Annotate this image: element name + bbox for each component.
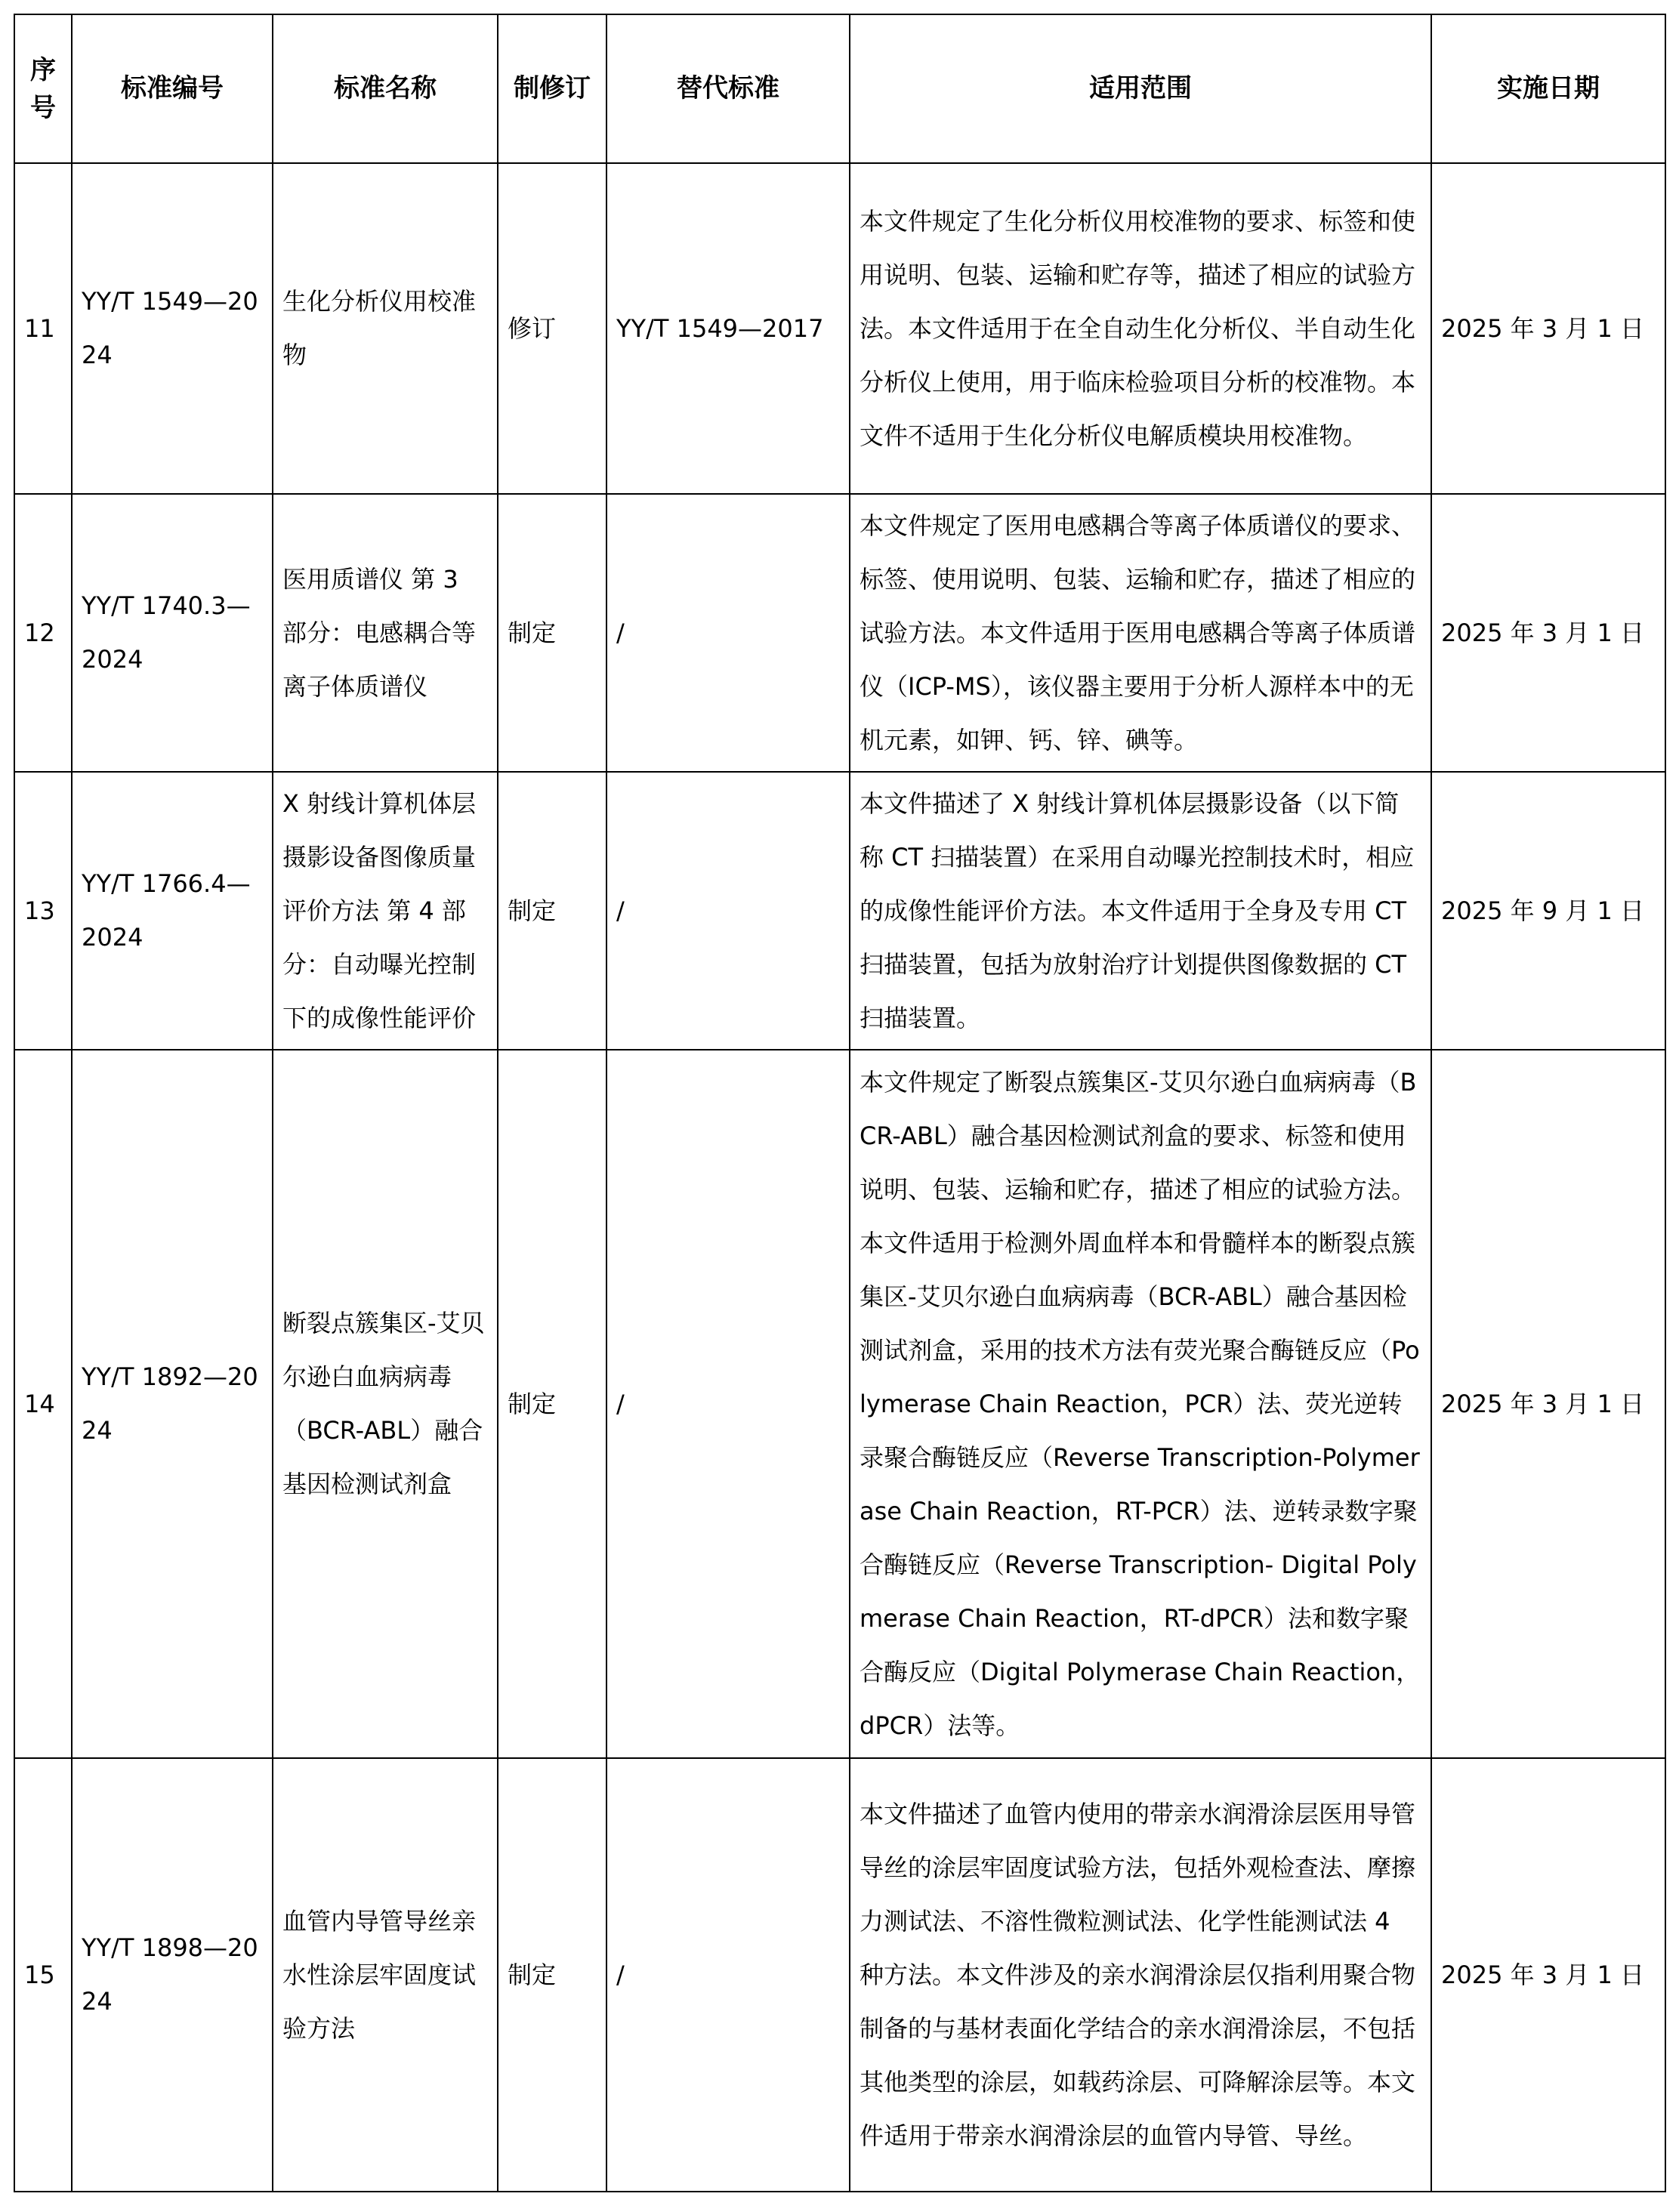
- table-row: [14, 163, 1665, 494]
- row-code: YY/T 1766.4—2024: [72, 772, 273, 1050]
- row-no: 11: [14, 163, 72, 494]
- table-row: [14, 772, 1665, 1050]
- row-name: 医用质谱仪 第 3 部分：电感耦合等离子体质谱仪: [273, 494, 498, 772]
- row-date: 2025 年 3 月 1 日: [1431, 1050, 1665, 1758]
- row-type: 制定: [498, 772, 606, 1050]
- row-scope: 本文件描述了 X 射线计算机体层摄影设备（以下简称 CT 扫描装置）在采用自动曝光控制技术时，相应的成像性能评价方法。本文件适用于全身及专用 CT 扫描装置，包括为放射治疗计划提供图像数据的 CT 扫描装置。: [850, 772, 1431, 1050]
- row-code: YY/T 1740.3—2024: [72, 494, 273, 772]
- row-scope: 本文件描述了血管内使用的带亲水润滑涂层医用导管导丝的涂层牢固度试验方法，包括外观检查法、摩擦力测试法、不溶性微粒测试法、化学性能测试法 4 种方法。本文件涉及的亲水润滑涂层仅指利用聚合物制备的与基材表面化学结合的亲水润滑涂层，不包括其他类型的涂层，如载药涂层、可降解涂层等。本文件适用于带亲水润滑涂层的血管内导管、导丝。: [850, 1758, 1431, 2192]
- row-scope: 本文件规定了断裂点簇集区-艾贝尔逊白血病病毒（BCR-ABL）融合基因检测试剂盒的要求、标签和使用说明、包装、运输和贮存，描述了相应的试验方法。本文件适用于检测外周血样本和骨髓样本的断裂点簇集区-艾贝尔逊白血病病毒（BCR-ABL）融合基因检测试剂盒，采用的技术方法有荧光聚合酶链反应（Polymerase Chain Reaction，PCR）法、荧光逆转录聚合酶链反应（Reverse Transcription-Polymerase Chain Reaction，RT-PCR）法、逆转录数字聚合酶链反应（Reverse Transcription- Digital Polymerase Chain Reaction，RT-dPCR）法和数字聚合酶反应（Digital Polymerase Chain Reaction，dPCR）法等。: [850, 1050, 1431, 1758]
- row-date: 2025 年 3 月 1 日: [1431, 494, 1665, 772]
- row-date: 2025 年 9 月 1 日: [1431, 772, 1665, 1050]
- standards-table: [14, 14, 1666, 2192]
- header-type: 制修订: [498, 14, 606, 163]
- row-type: 修订: [498, 163, 606, 494]
- header-no: 序号: [14, 14, 72, 163]
- row-no: 12: [14, 494, 72, 772]
- row-no: 13: [14, 772, 72, 1050]
- row-type: 制定: [498, 1050, 606, 1758]
- header-date: 实施日期: [1431, 14, 1665, 163]
- table-row: [14, 1758, 1665, 2192]
- header-row: [14, 14, 1665, 163]
- row-no: 15: [14, 1758, 72, 2192]
- row-name: X 射线计算机体层摄影设备图像质量评价方法 第 4 部分：自动曝光控制下的成像性能评价: [273, 772, 498, 1050]
- row-scope: 本文件规定了医用电感耦合等离子体质谱仪的要求、标签、使用说明、包装、运输和贮存，描述了相应的试验方法。本文件适用于医用电感耦合等离子体质谱仪（ICP-MS），该仪器主要用于分析人源样本中的无机元素，如钾、钙、锌、碘等。: [850, 494, 1431, 772]
- row-type: 制定: [498, 494, 606, 772]
- row-code: YY/T 1892—2024: [72, 1050, 273, 1758]
- row-type: 制定: [498, 1758, 606, 2192]
- header-scope: 适用范围: [850, 14, 1431, 163]
- row-replaces: /: [606, 1050, 850, 1758]
- row-date: 2025 年 3 月 1 日: [1431, 1758, 1665, 2192]
- header-code: 标准编号: [72, 14, 273, 163]
- row-name: 血管内导管导丝亲水性涂层牢固度试验方法: [273, 1758, 498, 2192]
- row-code: YY/T 1898—2024: [72, 1758, 273, 2192]
- row-name: 生化分析仪用校准物: [273, 163, 498, 494]
- row-replaces: /: [606, 1758, 850, 2192]
- row-code: YY/T 1549—2024: [72, 163, 273, 494]
- row-replaces: /: [606, 494, 850, 772]
- row-replaces: YY/T 1549—2017: [606, 163, 850, 494]
- row-no: 14: [14, 1050, 72, 1758]
- table-row: [14, 494, 1665, 772]
- header-name: 标准名称: [273, 14, 498, 163]
- header-replaces: 替代标准: [606, 14, 850, 163]
- row-date: 2025 年 3 月 1 日: [1431, 163, 1665, 494]
- row-name: 断裂点簇集区-艾贝尔逊白血病病毒（BCR-ABL）融合基因检测试剂盒: [273, 1050, 498, 1758]
- table-row: [14, 1050, 1665, 1758]
- row-replaces: /: [606, 772, 850, 1050]
- row-scope: 本文件规定了生化分析仪用校准物的要求、标签和使用说明、包装、运输和贮存等，描述了相应的试验方法。本文件适用于在全自动生化分析仪、半自动生化分析仪上使用，用于临床检验项目分析的校准物。本文件不适用于生化分析仪电解质模块用校准物。: [850, 163, 1431, 494]
